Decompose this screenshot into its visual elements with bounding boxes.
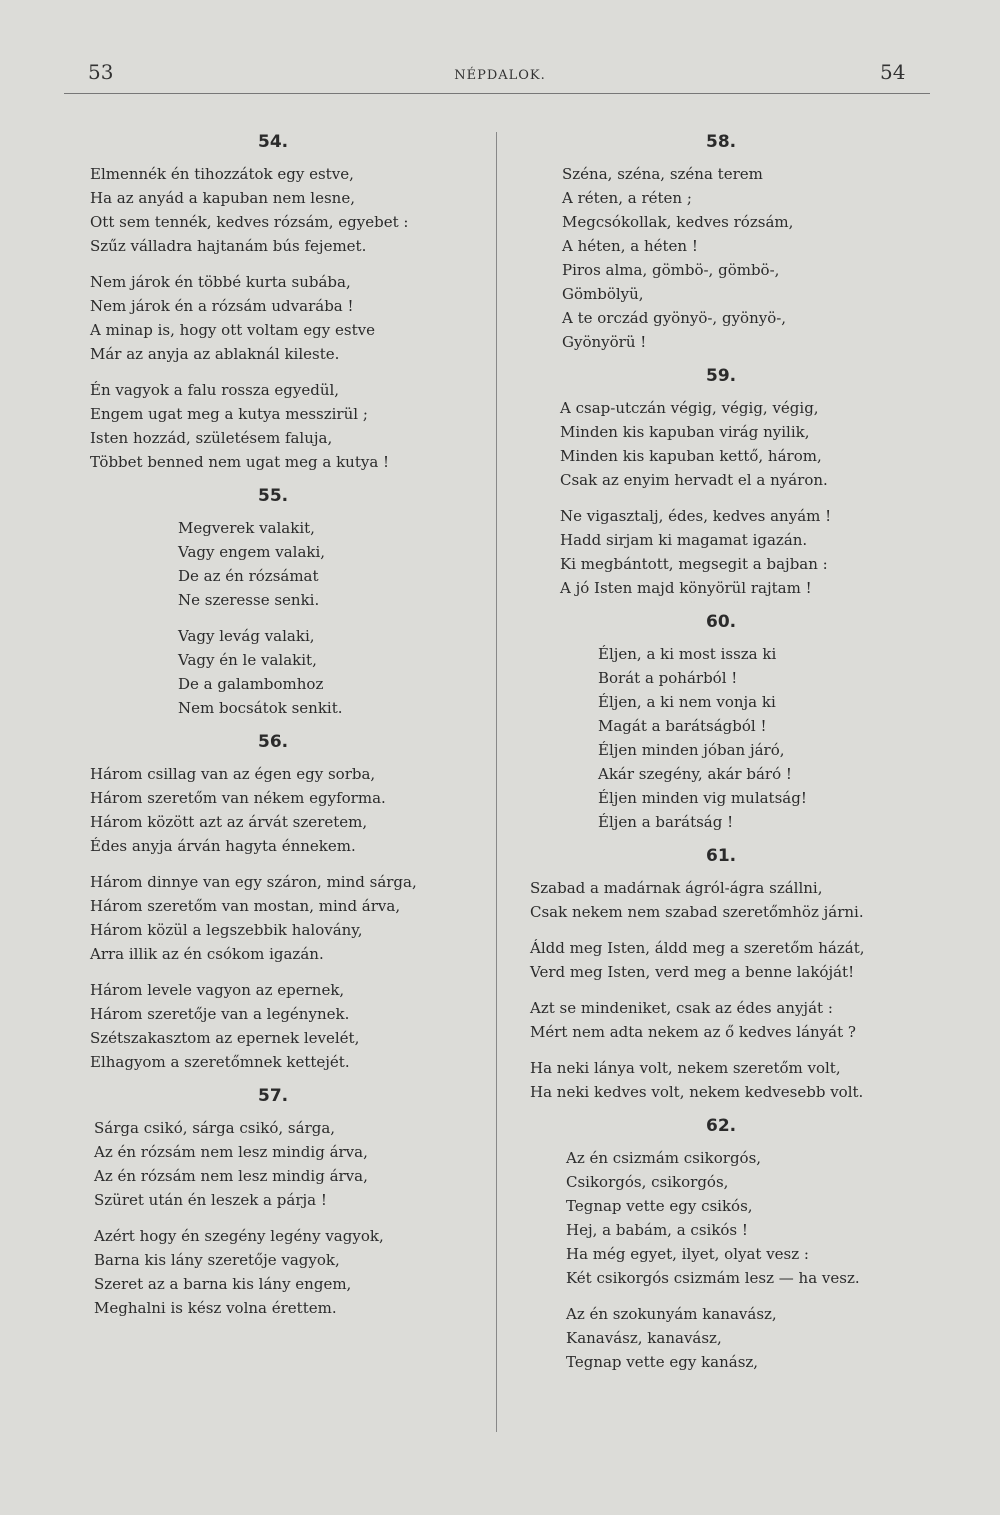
verse-line: Vagy engem valaki,	[178, 543, 326, 561]
verse-line: Hadd sirjam ki magamat igazán.	[560, 531, 808, 549]
verse-line: Éljen a barátság !	[598, 813, 734, 831]
verse-line: Szűz válladra hajtanám bús fejemet.	[90, 237, 367, 255]
poem	[530, 846, 940, 1104]
verse-line: Két csikorgós csizmám lesz — ha vesz.	[566, 1269, 860, 1287]
verse-line: Verd meg Isten, verd meg a benne lakóját!	[530, 963, 855, 981]
verse-line: Szeret az a barna kis lány engem,	[94, 1275, 352, 1293]
stanza	[530, 1056, 940, 1104]
verse-line: Három szeretője van a legénynek.	[90, 1005, 350, 1023]
verse-line: Ha az anyád a kapuban nem lesne,	[90, 189, 355, 207]
stanza	[530, 876, 940, 924]
stanza	[530, 504, 940, 600]
verse-line: A héten, a héten !	[562, 237, 698, 255]
verse-line: De a galambomhoz	[178, 675, 324, 693]
poem	[90, 732, 490, 1074]
verse-line: Megverek valakit,	[178, 519, 315, 537]
verse-line: Az én rózsám nem lesz mindig árva,	[94, 1167, 368, 1185]
poem	[530, 1116, 940, 1374]
verse-line: Éljen, a ki nem vonja ki	[598, 693, 776, 711]
verse-line: Három levele vagyon az epernek,	[90, 981, 345, 999]
verse-line: Magát a barátságból !	[598, 717, 767, 735]
verse-line: Három szeretőm van mostan, mind árva,	[90, 897, 401, 915]
verse-line: Ott sem tennék, kedves rózsám, egyebet :	[90, 213, 409, 231]
verse-line: Tegnap vette egy csikós,	[566, 1197, 753, 1215]
verse-line: Ne vigasztalj, édes, kedves anyám !	[560, 507, 832, 525]
stanza	[90, 378, 490, 474]
verse-line: Ha neki kedves volt, nekem kedvesebb volt.	[530, 1083, 864, 1101]
stanza	[90, 870, 490, 966]
verse-line: Piros alma, gömbö-, gömbö-,	[562, 261, 780, 279]
poem-number: 58.	[706, 132, 737, 152]
verse-line: Minden kis kapuban kettő, három,	[560, 447, 822, 465]
stanza	[530, 396, 940, 492]
verse-line: Nem bocsátok senkit.	[178, 699, 343, 717]
verse-line: Éljen, a ki most issza ki	[598, 645, 777, 663]
verse-line: Az én szokunyám kanavász,	[566, 1305, 777, 1323]
stanza	[90, 162, 490, 258]
verse-line: Édes anyja árván hagyta énnekem.	[90, 837, 356, 855]
page-number-right: 54	[880, 60, 906, 84]
verse-line: A csap-utczán végig, végig, végig,	[560, 399, 819, 417]
verse-line: Isten hozzád, születésem faluja,	[90, 429, 333, 447]
verse-line: A minap is, hogy ott voltam egy estve	[90, 321, 375, 339]
verse-line: Nem járok én többé kurta subába,	[90, 273, 351, 291]
verse-line: Gyönyörü !	[562, 333, 647, 351]
verse-line: Sárga csikó, sárga csikó, sárga,	[94, 1119, 336, 1137]
verse-line: Három közül a legszebbik halovány,	[90, 921, 363, 939]
verse-line: Hej, a babám, a csikós !	[566, 1221, 748, 1239]
stanza	[530, 996, 940, 1044]
left-column	[90, 128, 490, 1332]
verse-line: Mért nem adta nekem az ő kedves lányát ?	[530, 1023, 856, 1041]
verse-line: Ki megbántott, megsegit a bajban :	[560, 555, 828, 573]
verse-line: Szüret után én leszek a párja !	[94, 1191, 327, 1209]
verse-line: De az én rózsámat	[178, 567, 319, 585]
verse-line: Barna kis lány szeretője vagyok,	[94, 1251, 340, 1269]
verse-line: Meghalni is kész volna érettem.	[94, 1299, 337, 1317]
verse-line: Elmennék én tihozzátok egy estve,	[90, 165, 354, 183]
verse-line: Vagy én le valakit,	[178, 651, 317, 669]
verse-line: Már az anyja az ablaknál kileste.	[90, 345, 340, 363]
verse-line: Akár szegény, akár báró !	[598, 765, 792, 783]
column-divider	[496, 132, 497, 1432]
verse-line: Megcsókollak, kedves rózsám,	[562, 213, 794, 231]
stanza	[90, 1116, 490, 1212]
stanza	[530, 162, 940, 354]
poem-number: 62.	[706, 1116, 737, 1136]
verse-line: Három csillag van az égen egy sorba,	[90, 765, 376, 783]
verse-line: Nem járok én a rózsám udvarába !	[90, 297, 354, 315]
poem-number: 59.	[706, 366, 737, 386]
stanza	[530, 1146, 940, 1290]
verse-line: Kanavász, kanavász,	[566, 1329, 722, 1347]
verse-line: Borát a pohárból !	[598, 669, 738, 687]
verse-line: Éljen minden vig mulatság!	[598, 789, 807, 807]
stanza	[90, 270, 490, 366]
verse-line: Szabad a madárnak ágról-ágra szállni,	[530, 879, 823, 897]
verse-line: Áldd meg Isten, áldd meg a szeretőm házát,	[530, 939, 865, 957]
stanza	[90, 978, 490, 1074]
verse-line: A réten, a réten ;	[562, 189, 692, 207]
verse-line: Ha neki lánya volt, nekem szeretőm volt,	[530, 1059, 841, 1077]
verse-line: Engem ugat meg a kutya messzirül ;	[90, 405, 368, 423]
stanza	[90, 516, 490, 612]
verse-line: Csikorgós, csikorgós,	[566, 1173, 729, 1191]
verse-line: Csak az enyim hervadt el a nyáron.	[560, 471, 828, 489]
page-number-left: 53	[88, 60, 114, 84]
verse-line: Széna, széna, széna terem	[562, 165, 763, 183]
poem-number: 56.	[258, 732, 289, 752]
poem-number: 57.	[258, 1086, 289, 1106]
verse-line: Többet benned nem ugat meg a kutya !	[90, 453, 390, 471]
poem-number: 54.	[258, 132, 289, 152]
poem	[90, 1086, 490, 1320]
verse-line: Azért hogy én szegény legény vagyok,	[94, 1227, 384, 1245]
verse-line: Ne szeresse senki.	[178, 591, 320, 609]
verse-line: Az én csizmám csikorgós,	[566, 1149, 762, 1167]
stanza	[90, 624, 490, 720]
verse-line: Minden kis kapuban virág nyilik,	[560, 423, 810, 441]
verse-line: Elhagyom a szeretőmnek kettejét.	[90, 1053, 350, 1071]
verse-line: A te orczád gyönyö-, gyönyö-,	[562, 309, 787, 327]
verse-line: Éljen minden jóban járó,	[598, 741, 785, 759]
verse-line: Azt se mindeniket, csak az édes anyját :	[530, 999, 833, 1017]
verse-line: Három között azt az árvát szeretem,	[90, 813, 368, 831]
stanza	[90, 762, 490, 858]
verse-line: Vagy levág valaki,	[178, 627, 315, 645]
verse-line: Csak nekem nem szabad szeretőmhöz járni.	[530, 903, 864, 921]
stanza	[530, 1302, 940, 1374]
verse-line: Az én rózsám nem lesz mindig árva,	[94, 1143, 368, 1161]
poem	[530, 366, 940, 600]
verse-line: A jó Isten majd könyörül rajtam !	[560, 579, 812, 597]
stanza	[530, 642, 940, 834]
poem	[530, 612, 940, 834]
running-title: NÉPDALOK.	[454, 68, 546, 83]
poem-number: 60.	[706, 612, 737, 632]
poem	[530, 132, 940, 354]
header-rule	[64, 93, 930, 94]
verse-line: Ha még egyet, ilyet, olyat vesz :	[566, 1245, 809, 1263]
verse-line: Gömbölyü,	[562, 285, 644, 303]
verse-line: Három dinnye van egy száron, mind sárga,	[90, 873, 417, 891]
stanza	[90, 1224, 490, 1320]
verse-line: Arra illik az én csókom igazán.	[90, 945, 324, 963]
poem	[90, 132, 490, 474]
poem-number: 55.	[258, 486, 289, 506]
verse-line: Tegnap vette egy kanász,	[566, 1353, 759, 1371]
verse-line: Szétszakasztom az epernek levelét,	[90, 1029, 360, 1047]
stanza	[530, 936, 940, 984]
right-column	[530, 128, 940, 1386]
verse-line: Három szeretőm van nékem egyforma.	[90, 789, 386, 807]
poem	[90, 486, 490, 720]
verse-line: Én vagyok a falu rossza egyedül,	[90, 381, 340, 399]
poem-number: 61.	[706, 846, 737, 866]
